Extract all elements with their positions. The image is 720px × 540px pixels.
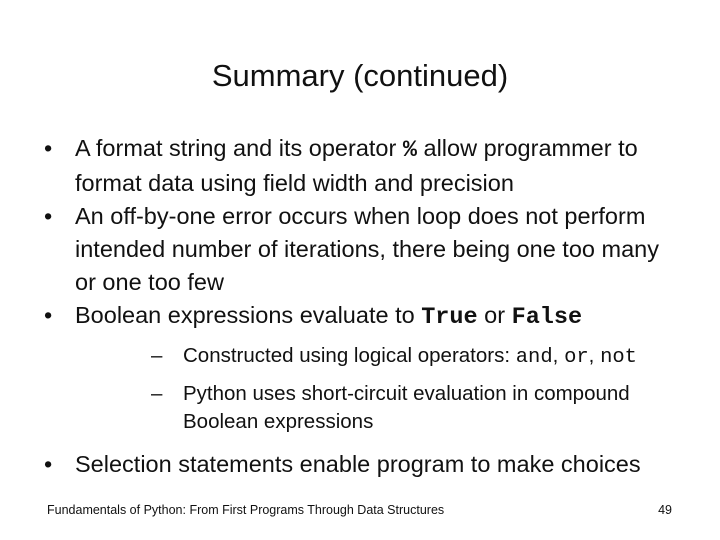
bullet-text: Boolean expressions evaluate to xyxy=(75,302,422,328)
footer-text: Fundamentals of Python: From First Programs Through Data Structures xyxy=(47,503,445,517)
sub-bullet-marker: – xyxy=(151,344,163,367)
bullet-text: A format string and its operator xyxy=(75,135,403,161)
bullet-marker: • xyxy=(44,135,53,161)
sub-bullet-text: Constructed using logical operators: xyxy=(183,344,516,367)
bullet-text: An off-by-one error occurs when loop does not perform intended number of iterations, there being one too many or one too few xyxy=(75,203,659,295)
sub-bullet-text: Python uses short-circuit evaluation in compound Boolean expressions xyxy=(183,382,630,433)
inline-code: not xyxy=(600,346,637,369)
inline-code: or xyxy=(564,346,589,369)
bullet-off-by-one xyxy=(0,200,720,299)
sub-bullet-text: , xyxy=(588,344,601,367)
bullet-marker: • xyxy=(44,451,53,477)
inline-code: False xyxy=(511,304,583,331)
sub-bullet-short-circuit xyxy=(75,380,680,436)
bullet-text: or xyxy=(477,302,512,328)
bullet-marker: • xyxy=(44,203,53,229)
sub-bullet-list xyxy=(75,342,680,436)
slide-title: Summary (continued) xyxy=(211,58,509,93)
bullet-text: Selection statements enable program to make choices xyxy=(75,451,641,477)
bullet-boolean-expressions xyxy=(0,299,720,436)
bullet-marker: • xyxy=(44,302,53,328)
inline-code: % xyxy=(402,137,417,164)
sub-bullet-logical-operators xyxy=(75,342,680,372)
bullet-list xyxy=(0,132,720,481)
sub-bullet-marker: – xyxy=(151,382,163,405)
sub-bullet-text: , xyxy=(552,344,565,367)
bullet-format-string xyxy=(0,132,720,200)
inline-code: True xyxy=(421,304,478,331)
inline-code: and xyxy=(515,346,553,369)
bullet-text: allow programmer to format data using field width and precision xyxy=(75,135,638,196)
page-number: 49 xyxy=(658,503,672,517)
bullet-selection-statements xyxy=(0,448,720,481)
